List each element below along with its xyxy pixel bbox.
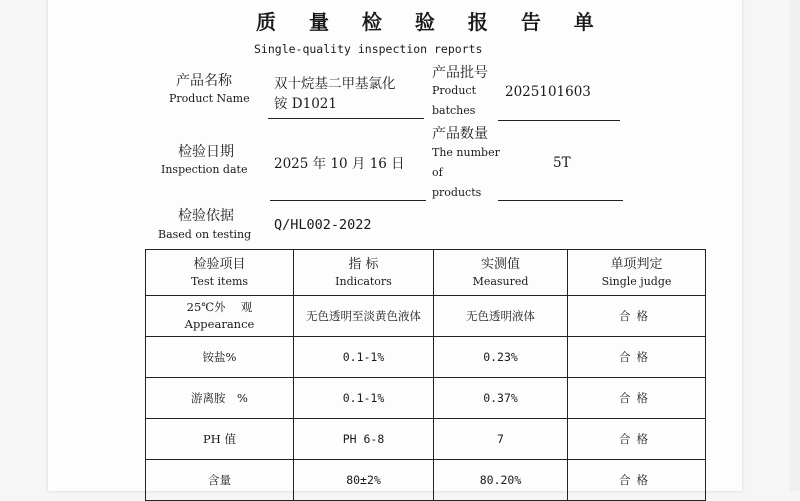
header-cn: 检验项目	[193, 256, 246, 272]
report-subtitle: Single-quality inspection reports	[254, 42, 483, 56]
cell-judge: 合格	[568, 460, 706, 501]
cell-measured: 80.20%	[434, 460, 568, 501]
cell-judge: 合格	[568, 296, 706, 337]
table-row	[146, 337, 706, 378]
header-en: Indicators	[335, 274, 392, 288]
cell-judge: 合格	[568, 378, 706, 419]
header-en: Single judge	[601, 274, 672, 288]
basis-label-en: Based on testing	[158, 228, 252, 241]
table-header-row	[146, 250, 706, 296]
cell-indicator: 0.1-1%	[294, 337, 434, 378]
date-value: 2025 年 10 月 16 日	[274, 156, 405, 172]
batch-value: 2025101603	[505, 84, 591, 100]
scrollbar[interactable]	[790, 0, 800, 491]
batch-underline	[498, 120, 620, 121]
header-measured	[434, 250, 568, 296]
report-page	[48, 0, 742, 491]
product-name-underline	[268, 118, 424, 119]
date-underline	[270, 200, 426, 201]
cell-measured: 0.37%	[434, 378, 568, 419]
header-single-judge	[568, 250, 706, 296]
table-row	[146, 419, 706, 460]
cell-measured: 0.23%	[434, 337, 568, 378]
cell-indicator: PH 6-8	[294, 419, 434, 460]
cell-test-item: 含量	[146, 460, 294, 501]
date-label-cn: 检验日期	[178, 144, 234, 160]
quantity-value: 5T	[553, 155, 571, 171]
basis-label-cn: 检验依据	[178, 208, 234, 224]
cell-judge: 合格	[568, 337, 706, 378]
quantity-underline	[498, 200, 623, 201]
product-name-value-line1: 双十烷基二甲基氯化	[274, 76, 396, 92]
header-cn: 实测值	[480, 256, 520, 272]
cell-test-item: 游离胺 %	[146, 378, 294, 419]
table-row	[146, 378, 706, 419]
quantity-label-en-line1: The number	[432, 146, 500, 159]
cell-indicator: 0.1-1%	[294, 378, 434, 419]
results-table	[145, 249, 706, 501]
header-en: Test items	[190, 274, 249, 288]
batch-label-en-line1: Product	[432, 84, 476, 97]
header-cn: 指 标	[348, 256, 379, 272]
report-title: 质 量 检 验 报 告 单	[256, 10, 607, 34]
cell-indicator: 无色透明至淡黄色液体	[294, 296, 434, 337]
table-row	[146, 460, 706, 501]
product-name-value-line2: 铵 D1021	[274, 96, 337, 112]
header-indicators	[294, 250, 434, 296]
cell-test-item: 铵盐%	[146, 337, 294, 378]
batch-label-cn: 产品批号	[432, 65, 488, 81]
basis-value: Q/HL002-2022	[274, 217, 372, 233]
product-name-label-en: Product Name	[169, 92, 250, 105]
date-label-en: Inspection date	[161, 163, 248, 176]
cell-measured: 7	[434, 419, 568, 460]
header-cn: 单项判定	[610, 256, 663, 272]
item-name-cn: 25℃外 观	[186, 300, 253, 314]
cell-indicator: 80±2%	[294, 460, 434, 501]
item-name-en: Appearance	[184, 317, 255, 331]
header-test-items	[146, 250, 294, 296]
product-name-label-cn: 产品名称	[176, 73, 232, 89]
batch-label-en-line2: batches	[432, 104, 476, 117]
quantity-label-cn: 产品数量	[432, 126, 488, 142]
table-row	[146, 296, 706, 337]
cell-test-item: PH 值	[146, 419, 294, 460]
cell-measured: 无色透明液体	[434, 296, 568, 337]
quantity-label-en-line3: products	[432, 186, 482, 199]
header-en: Measured	[472, 274, 529, 288]
quantity-label-en-line2: of	[432, 166, 443, 179]
cell-test-item	[146, 296, 294, 337]
cell-judge: 合格	[568, 419, 706, 460]
